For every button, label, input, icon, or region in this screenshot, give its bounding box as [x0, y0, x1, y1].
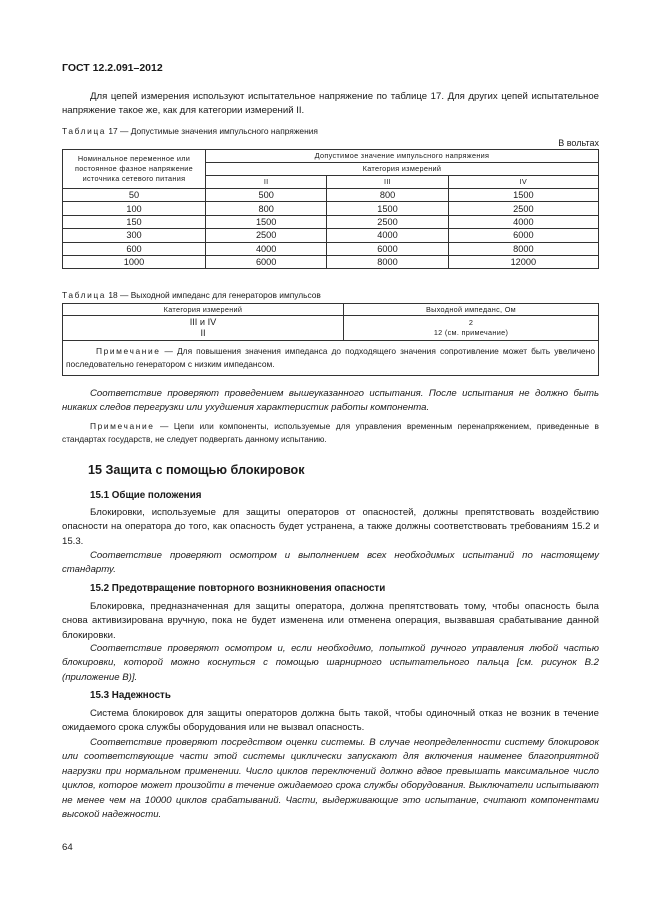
note2-text: — Цепи или компоненты, используемые для управления временным перенапряжением, приведенные в стандартах государств, не следует подвергать данному испытанию. — [62, 421, 599, 444]
table-cell: 8000 — [448, 242, 598, 255]
t18-note-cell — [63, 341, 599, 376]
table17-caption-label: Таблица — [62, 126, 107, 136]
t18-note-text: — Для повышения значения импеданса до подходящего значения сопротивление может быть увеличено последовательно генератором с низким импедансом. — [66, 346, 595, 369]
t18-value-cell — [344, 316, 599, 341]
section-15-3-check: Соответствие проверяют посредством оценки системы. В случае неопределенности систему блокировок или соответствующие части этой системы циклически запускают для включения наименее благоприятной нагрузки при нормальном применении. Число циклов переключений должно вдвое превышать максимальное число циклов, которое может произойти в течение ожидаемого срока службы оборудования. Выключатели испытывают не менее чем на 10000 циклов срабатываний. Части, выдерживающие это испытание, считают компонентами высокой надежности. — [62, 737, 599, 821]
table-row — [63, 229, 599, 242]
table-cell: 500 — [206, 189, 327, 202]
table-cell: 800 — [327, 189, 448, 202]
table-row — [63, 255, 599, 268]
table-row — [63, 215, 599, 228]
table-cell: 50 — [63, 189, 206, 202]
section-15-2-title: 15.2 Предотвращение повторного возникновения опасности — [90, 583, 386, 594]
table-cell: 1000 — [63, 255, 206, 268]
t17-col1-header: Номинальное переменное или постоянное фазное напряжение источника сетевого питания — [63, 150, 206, 189]
t18-note-label: Примечание — [96, 346, 161, 356]
t18-category-a: III и IV — [189, 317, 217, 327]
section-15-1-text: Блокировки, используемые для защиты операторов от опасностей, должны препятствовать воздействию опасности на оператора до того, как опасность будет устранена, а также должны соответствовать требованиям 15.2 и 15.3. — [62, 507, 599, 547]
section-15-1-check: Соответствие проверяют осмотром и выполнением всех необходимых испытаний по настоящему стандарту. — [62, 550, 599, 576]
table-cell: 6000 — [327, 242, 448, 255]
page-number: 64 — [62, 842, 73, 853]
table18-caption-label: Таблица — [62, 290, 107, 300]
section-15-2-text: Блокировка, предназначенная для защиты оператора, должна препятствовать тому, чтобы опасность была снова активизирована вручную, пока не будет изменена или отменена операция, вызвавшая срабатывание данной блокировки. — [62, 601, 599, 641]
table-17 — [62, 149, 599, 269]
table-cell: 4000 — [206, 242, 327, 255]
table-row — [63, 189, 599, 202]
table-18 — [62, 303, 599, 376]
table17-caption — [62, 126, 318, 136]
intro-paragraph: Для цепей измерения используют испытательное напряжение по таблице 17. Для других цепей испытательное напряжение такое же, как для категории измерений II. — [62, 91, 599, 117]
table-cell: 150 — [63, 215, 206, 228]
table-row — [63, 242, 599, 255]
t18-col2-header: Выходной импеданс, Ом — [344, 304, 599, 316]
table-cell: 8000 — [327, 255, 448, 268]
t17-cat-header: IV — [448, 176, 598, 189]
t18-category-cell — [63, 316, 344, 341]
table-cell: 2500 — [327, 215, 448, 228]
table-cell: 6000 — [448, 229, 598, 242]
table-cell: 2500 — [448, 202, 598, 215]
table-cell: 4000 — [327, 229, 448, 242]
t17-cat-header: II — [206, 176, 327, 189]
table17-caption-text: 17 — Допустимые значения импульсного напряжения — [108, 126, 318, 136]
t18-note — [66, 345, 595, 370]
t18-col1-header: Категория измерений — [63, 304, 344, 316]
table-cell: 800 — [206, 202, 327, 215]
section-15-3-text: Система блокировок для защиты операторов должна быть такой, чтобы одиночный отказ не возник в течение ожидаемого срока службы оборудования или не вызвал опасность. — [62, 708, 599, 734]
table-cell: 300 — [63, 229, 206, 242]
t17-group-header: Допустимое значение импульсного напряжения — [206, 150, 599, 163]
t17-subgroup-header: Категория измерений — [206, 163, 599, 176]
table18-caption — [62, 290, 321, 300]
table-cell: 100 — [63, 202, 206, 215]
table-cell: 6000 — [206, 255, 327, 268]
section-15-2-check: Соответствие проверяют осмотром и, если необходимо, попыткой ручного управления любой частью блокировки, которой можно коснуться с помощью шарнирного испытательного пальца [см. рисунок В.2 (приложение В)]. — [62, 643, 599, 683]
table-cell: 1500 — [448, 189, 598, 202]
t18-category-b: II — [200, 328, 206, 338]
table-cell: 600 — [63, 242, 206, 255]
compliance-test-paragraph: Соответствие проверяют проведением вышеуказанного испытания. После испытания не должно быть никаких следов перегрузки или ухудшения характеристик работы компонента. — [62, 388, 599, 414]
table-cell: 2500 — [206, 229, 327, 242]
table-cell: 1500 — [327, 202, 448, 215]
note2-label: Примечание — [90, 421, 155, 431]
table-cell: 12000 — [448, 255, 598, 268]
table18-caption-text: 18 — Выходной импеданс для генераторов импульсов — [108, 290, 321, 300]
section-15-title: 15 Защита с помощью блокировок — [88, 463, 305, 477]
t17-cat-header: III — [327, 176, 448, 189]
t18-value-a: 2 — [468, 317, 474, 327]
table-cell: 4000 — [448, 215, 598, 228]
table17-unit: В вольтах — [558, 138, 599, 148]
document-header: ГОСТ 12.2.091–2012 — [62, 62, 163, 74]
t18-value-b: 12 (см. примечание) — [433, 328, 509, 337]
table-cell: 1500 — [206, 215, 327, 228]
section-15-3-title: 15.3 Надежность — [90, 690, 171, 701]
table-row — [63, 202, 599, 215]
section-15-1-title: 15.1 Общие положения — [90, 490, 202, 501]
note2 — [62, 420, 599, 446]
